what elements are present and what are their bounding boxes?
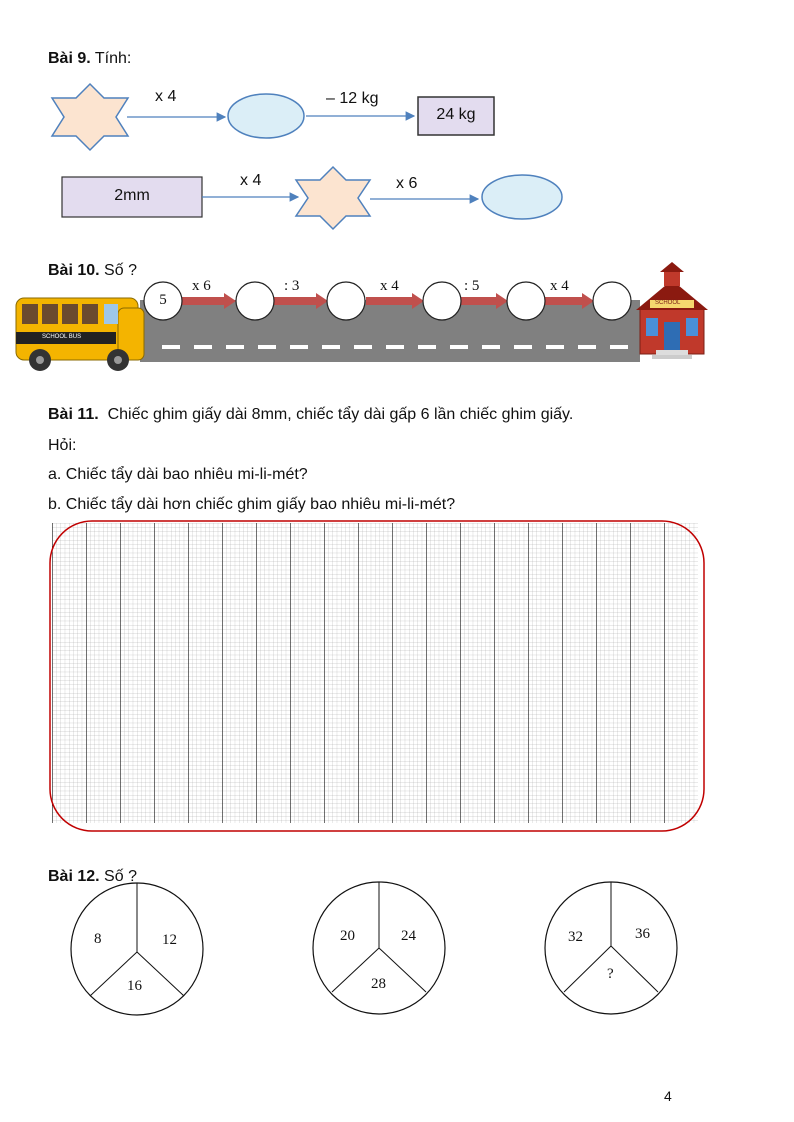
bai11-part-b: b. Chiếc tẩy dài hơn chiếc ghim giấy bao nhiêu mi-li-mét? xyxy=(48,496,456,513)
grid-lines xyxy=(52,523,698,823)
answer-circle-4[interactable] xyxy=(507,282,545,320)
bai12-instruction: Số ? xyxy=(104,868,137,885)
answer-circle-2[interactable] xyxy=(327,282,365,320)
school-label: SCHOOL xyxy=(655,300,681,306)
chain-op-2: : 3 xyxy=(284,278,300,294)
c3-right: 36 xyxy=(635,926,650,942)
bai11-statement xyxy=(48,406,573,424)
bai11-part-a: a. Chiếc tẩy dài bao nhiêu mi-li-mét? xyxy=(48,466,308,483)
op-label-4: x 6 xyxy=(396,175,418,192)
road xyxy=(140,300,640,362)
road-dashes xyxy=(162,345,628,349)
c2-right: 24 xyxy=(401,928,416,944)
answer-circle-3[interactable] xyxy=(423,282,461,320)
c2-bottom: 28 xyxy=(371,976,386,992)
school-house-icon xyxy=(636,262,708,359)
star-shape-1 xyxy=(52,84,128,150)
bai12-circles xyxy=(0,880,794,1020)
bai11-label: Bài 11. xyxy=(48,406,99,423)
answer-ellipse-2[interactable] xyxy=(482,175,562,219)
c3-bottom[interactable]: ? xyxy=(607,966,614,982)
answer-grid[interactable] xyxy=(0,515,794,835)
bai10-label: Bài 10. xyxy=(48,262,100,279)
pie-circle-3 xyxy=(545,882,677,1014)
chain-op-1: x 6 xyxy=(192,278,211,294)
answer-circle-1[interactable] xyxy=(236,282,274,320)
start-label: 2mm xyxy=(114,187,150,204)
answer-circle-5[interactable] xyxy=(593,282,631,320)
c1-right: 12 xyxy=(162,932,177,948)
op-label-3: x 4 xyxy=(240,172,262,189)
answer-ellipse-1[interactable] xyxy=(228,94,304,138)
bai11-text: Chiếc ghim giấy dài 8mm, chiếc tẩy dài gấp 6 lần chiếc ghim giấy. xyxy=(107,406,574,423)
bai9-label: Bài 9. xyxy=(48,50,91,67)
start-value: 5 xyxy=(159,292,167,308)
bai9-instruction: Tính: xyxy=(94,50,132,67)
chain-op-3: x 4 xyxy=(380,278,399,294)
chain-op-4: : 5 xyxy=(464,278,480,294)
result-label: 24 kg xyxy=(436,106,476,123)
op-label-2: – 12 kg xyxy=(326,90,379,107)
c1-bottom: 16 xyxy=(127,978,142,994)
bus-label: SCHOOL BUS xyxy=(42,334,82,340)
pie-circle-1 xyxy=(71,883,203,1015)
c2-left: 20 xyxy=(340,928,355,944)
op-label-1: x 4 xyxy=(155,88,177,105)
bai11-question: Hỏi: xyxy=(48,437,77,454)
c3-left: 32 xyxy=(568,929,583,945)
star-shape-2 xyxy=(296,167,370,229)
c1-left: 8 xyxy=(94,931,102,947)
page-number: 4 xyxy=(664,1088,672,1104)
bai12-label: Bài 12. xyxy=(48,868,100,885)
chain-op-5: x 4 xyxy=(550,278,569,294)
pie-circle-2 xyxy=(313,882,445,1014)
bai10-instruction: Số ? xyxy=(104,262,137,279)
